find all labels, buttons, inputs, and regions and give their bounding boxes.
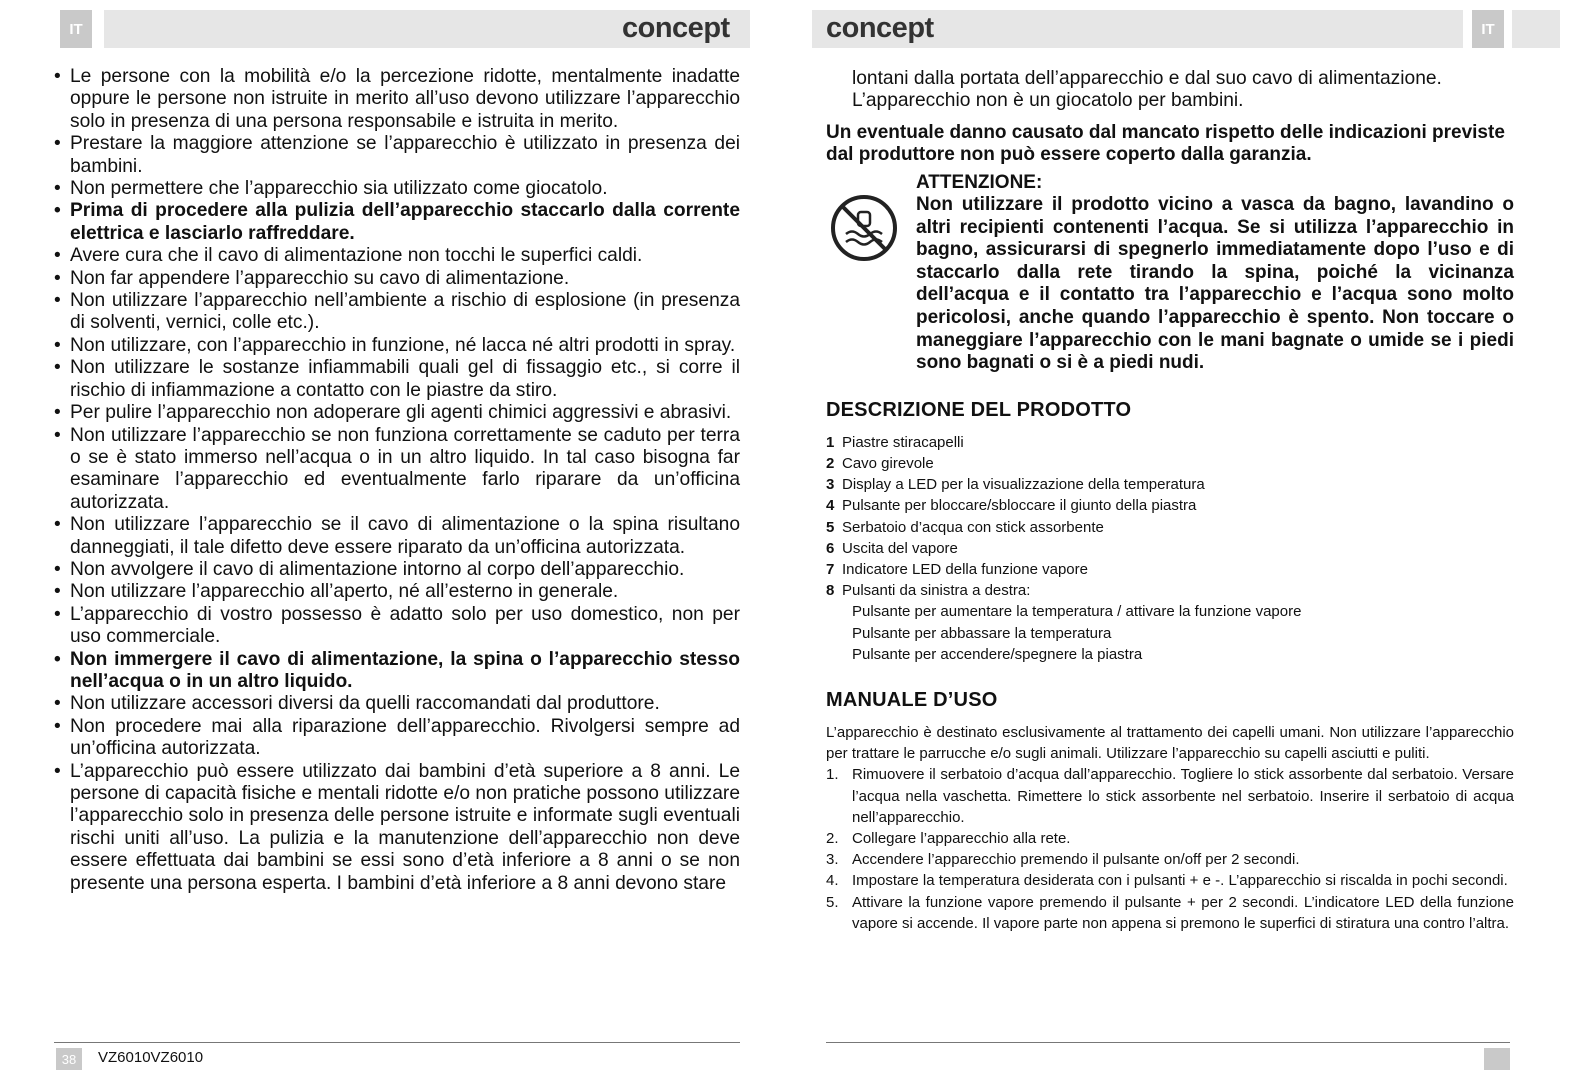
- safety-item: • L’apparecchio di vostro possesso è adatto solo per uso domestico, non per uso commerciale.: [54, 604, 740, 649]
- no-water-icon: [828, 192, 900, 264]
- parts-list: [826, 432, 1514, 602]
- safety-item: • Non procedere mai alla riparazione dell’apparecchio. Rivolgersi sempre ad un’officina autorizzata.: [54, 716, 740, 761]
- part-item: [826, 453, 1514, 474]
- subpart-item: Pulsante per accendere/spegnere la piastra: [852, 645, 1143, 663]
- part-number: 1: [826, 433, 835, 451]
- part-label: Indicatore LED della funzione vapore: [842, 560, 1088, 578]
- step-number: 5.: [826, 893, 839, 911]
- part-number: 8: [826, 582, 835, 600]
- language-badge-left: IT: [60, 10, 92, 48]
- safety-item: • Avere cura che il cavo di alimentazione non tocchi le superfici caldi.: [54, 245, 740, 267]
- step-text: Attivare la funzione vapore premendo il pulsante + per 2 secondi. L’indicatore LED della funzione vapore si accende. Il vapore parte non appena si premono le superfici di stiratura una contro l’altra.: [852, 893, 1514, 932]
- safety-item: • Non utilizzare l’apparecchio all’aperto, né all’esterno in generale.: [54, 581, 740, 603]
- part-item: [826, 474, 1514, 495]
- part-number: 5: [826, 518, 835, 536]
- warning-text: Non utilizzare il prodotto vicino a vasca da bagno, lavandino o altri recipienti contenenti l’acqua. Se si utilizza l’apparecchio in bagno, assicurarsi di spegnerlo immediatamente dopo l’uso e di staccarlo dalla rete tirando la spina, poiché la vicinanza dell’acqua e il contatto tra l’apparecchio e l’acqua sono molto pericolosi, anche quando l’apparecchio è spento. Non toccare o maneggiare l’apparecchio con le mani bagnate o umide se i piedi sono bagnati o si è a piedi nudi.: [916, 194, 1514, 374]
- part-number: 4: [826, 497, 835, 515]
- footer-line-left: [54, 1042, 740, 1043]
- safety-item: • Non utilizzare accessori diversi da quelli raccomandati dal produttore.: [54, 693, 740, 715]
- step-text: Rimuovere il serbatoio d’acqua dall’apparecchio. Togliere lo stick assorbente dal serbatoio. Versare l’acqua nella vaschetta. Rimettere lo stick assorbente nel serbatoio. Inserire il serbatoio di acqua nell’apparecchio.: [852, 766, 1514, 826]
- manual-title: MANUALE D’USO: [826, 688, 998, 711]
- safety-item: • Non far appendere l’apparecchio su cavo di alimentazione.: [54, 268, 740, 290]
- step-number: 4.: [826, 872, 839, 890]
- safety-item: • L’apparecchio può essere utilizzato dai bambini d’età superiore a 8 anni. Le persone di capacità fisiche e mentali ridotte e/o non pratiche possono utilizzare l’apparecchio solo in presenza delle persone istruite e informate sugli eventuali rischi uniti all’uso. La pulizia e la manutenzione dell’apparecchio non deve essere effettuata dai bambini se essi sono d’età inferiore a 8 anni o se non presente una persona esperta. I bambini d’età inferiore a 8 anni devono stare: [54, 761, 740, 895]
- description-title: DESCRIZIONE DEL PRODOTTO: [826, 398, 1132, 421]
- warning-title: ATTENZIONE:: [916, 172, 1043, 193]
- safety-item: • Prestare la maggiore attenzione se l’apparecchio è utilizzato in presenza dei bambini.: [54, 133, 740, 178]
- part-item: [826, 495, 1514, 516]
- part-number: 3: [826, 476, 835, 494]
- warranty-note: Un eventuale danno causato dal mancato rispetto delle indicazioni previste dal produttore non può essere coperto dalla garanzia.: [826, 122, 1505, 165]
- safety-item: • Le persone con la mobilità e/o la percezione ridotte, mentalmente inadatte oppure le persone non istruite in merito all’uso devono utilizzare l’apparecchio solo in presenza di una persona responsabile e istruita in merito.: [54, 66, 740, 133]
- safety-item: • Non permettere che l’apparecchio sia utilizzato come giocatolo.: [54, 178, 740, 200]
- part-item: [826, 517, 1514, 538]
- safety-item: • Per pulire l’apparecchio non adoperare gli agenti chimici aggressivi e abrasivi.: [54, 402, 740, 424]
- part-label: Piastre stiracapelli: [842, 433, 964, 451]
- part-label: Pulsante per bloccare/sbloccare il giunto della piastra: [842, 497, 1197, 515]
- safety-list: [54, 66, 740, 895]
- part-number: 2: [826, 454, 835, 472]
- part-label: Uscita del vapore: [842, 539, 958, 557]
- safety-item: • Non utilizzare l’apparecchio se il cavo di alimentazione o la spina risultano danneggiati, il tale difetto deve essere riparato da un’officina autorizzata.: [54, 514, 740, 559]
- subpart-item: Pulsante per abbassare la temperatura: [852, 624, 1112, 642]
- part-item: [826, 538, 1514, 559]
- subparts-list: [826, 601, 1514, 665]
- safety-item: • Non utilizzare le sostanze infiammabili quali gel di fissaggio etc., si corre il rischio di infiammazione a contatto con le piastre da stiro.: [54, 357, 740, 402]
- part-item: [826, 580, 1514, 601]
- right-column: [826, 66, 1514, 934]
- brand-logo-left: concept: [622, 12, 730, 44]
- step-item: [826, 828, 1514, 849]
- step-item: [826, 870, 1514, 891]
- part-label: Serbatoio d’acqua con stick assorbente: [842, 518, 1104, 536]
- part-label: Display a LED per la visualizzazione della temperatura: [842, 476, 1205, 494]
- step-item: [826, 849, 1514, 870]
- safety-item: • Prima di procedere alla pulizia dell’apparecchio staccarlo dalla corrente elettrica e lasciarlo raffreddare.: [54, 200, 740, 245]
- language-badge-right: IT: [1472, 10, 1504, 48]
- safety-item: • Non immergere il cavo di alimentazione, la spina o l’apparecchio stesso nell’acqua o in un altro liquido.: [54, 649, 740, 694]
- part-item: [826, 432, 1514, 453]
- step-number: 2.: [826, 830, 839, 847]
- safety-item: • Non utilizzare l’apparecchio se non funziona correttamente se caduto per terra o se è stato immerso nell’acqua o in un altro liquido. In tal caso bisogna far esaminare l’apparecchio ed eventualmente farlo riparare da un’officina autorizzata.: [54, 425, 740, 515]
- brand-logo-right: concept: [826, 12, 934, 44]
- step-number: 3.: [826, 851, 839, 869]
- part-number: 7: [826, 560, 835, 578]
- step-item: [826, 764, 1514, 828]
- page-number-right: [1484, 1048, 1510, 1070]
- footer-line-right: [826, 1042, 1510, 1043]
- subpart-item: Pulsante per aumentare la temperatura / attivare la funzione vapore: [852, 603, 1302, 621]
- step-item: [826, 892, 1514, 934]
- page-number-left: 38: [56, 1048, 82, 1070]
- continuation-text: lontani dalla portata dell’apparecchio e dal suo cavo di alimentazione. L’apparecchio non è un giocatolo per bambini.: [852, 68, 1442, 111]
- step-text: Collegare l’apparecchio alla rete.: [852, 830, 1071, 847]
- step-number: 1.: [826, 766, 839, 784]
- safety-item: • Non avvolgere il cavo di alimentazione intorno al corpo dell’apparecchio.: [54, 559, 740, 581]
- steps-list: [826, 764, 1514, 934]
- safety-item: • Non utilizzare, con l’apparecchio in funzione, né lacca né altri prodotti in spray.: [54, 335, 740, 357]
- step-text: Accendere l’apparecchio premendo il pulsante on/off per 2 secondi.: [852, 851, 1300, 869]
- part-number: 6: [826, 539, 835, 557]
- part-label: Pulsanti da sinistra a destra:: [842, 582, 1031, 600]
- step-text: Impostare la temperatura desiderata con i pulsanti + e -. L’apparecchio si riscalda in pochi secondi.: [852, 872, 1508, 890]
- manual-intro: L’apparecchio è destinato esclusivamente al trattamento dei capelli umani. Non utilizzare l’apparecchio per trattare le parrucche e/o sugli animali. Utilizzare l’apparecchio su capelli asciutti e puliti.: [826, 723, 1514, 763]
- model-number: VZ6010VZ6010: [98, 1049, 204, 1066]
- left-column: [54, 66, 740, 895]
- header-edge-right: [1512, 10, 1560, 48]
- part-label: Cavo girevole: [842, 454, 934, 472]
- part-item: [826, 559, 1514, 580]
- warning-block: [826, 172, 1514, 375]
- safety-item: • Non utilizzare l’apparecchio nell’ambiente a rischio di esplosione (in presenza di solventi, vernici, colle etc.).: [54, 290, 740, 335]
